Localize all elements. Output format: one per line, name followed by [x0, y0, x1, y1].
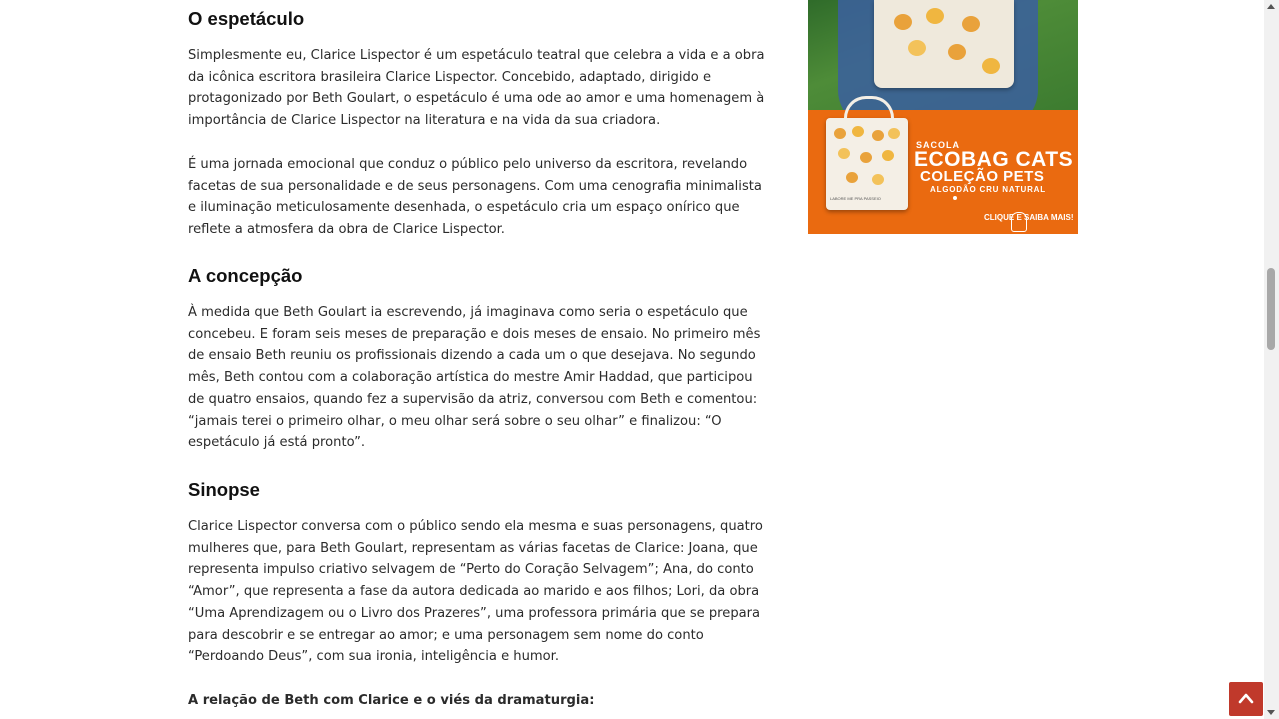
- section-heading-sinopse: Sinopse: [188, 479, 260, 500]
- paragraph: À medida que Beth Goulart ia escrevendo, já imaginava como seria o espetáculo que concebeu. E foram seis meses de preparação e dois meses de ensaio. No primeiro mês de ensaio Beth reuniu os profissionais dizendo a cada um o que desejava. No segundo mês, Beth contou com a colaboração artística do mestre Amir Haddad, que participou de quatro ensaios, quando fez a supervisão da atriz, conversou com Beth e comentou: “jamais terei o primeiro olhar, o meu olhar será sobre o seu olhar” e finalizou: “O espetáculo já está pronto”.: [188, 305, 761, 451]
- ad-text-algodao: ALGODÃO CRU NATURAL: [930, 185, 1046, 194]
- scroll-up-arrow-icon[interactable]: [1267, 4, 1275, 9]
- ad-cta-text[interactable]: CLIQUE E SAIBA MAIS!: [984, 213, 1074, 222]
- ad-bag-image: [874, 0, 1014, 88]
- page-scrollbar[interactable]: [1264, 0, 1279, 719]
- ecobag-ad-banner[interactable]: [808, 0, 1078, 234]
- ad-text-colecao: COLEÇÃO PETS: [920, 168, 1045, 185]
- paragraph: Simplesmente eu, Clarice Lispector é um espetáculo teatral que celebra a vida e a obra da icônica escritora brasileira Clarice Lispector. Concebido, adaptado, dirigido e protagonizado por Beth Goulart, o espetáculo é uma ode ao amor e uma homenagem à importância de Clarice Lispector na literatura e na vida da sua criadora.: [188, 48, 765, 129]
- section-heading-concepcao: A concepção: [188, 265, 303, 286]
- ad-text-sacola: SACOLA: [916, 140, 960, 150]
- hand-pointer-icon: [1011, 212, 1027, 232]
- ad-bag-thumbnail: [826, 118, 908, 210]
- chevron-up-icon: [1238, 692, 1254, 704]
- sub-heading: A relação de Beth com Clarice e o viés da dramaturgia:: [188, 693, 595, 708]
- ad-bag-label: LABORE ME PRA PASSEIO: [830, 196, 881, 201]
- scrollbar-thumb[interactable]: [1267, 268, 1275, 350]
- back-to-top-button[interactable]: [1229, 682, 1263, 716]
- paragraph: Clarice Lispector conversa com o público sendo ela mesma e suas personagens, quatro mulheres que, para Beth Goulart, representam as várias facetas de Clarice: Joana, que representa impulso criativo selvagem de “Perto do Coração Selvagem”; Ana, do conto “Amor”, que representa a fase da autora dedicada ao marido e aos filhos; Lori, da obra “Uma Aprendizagem ou o Livro dos Prazeres”, uma professora primária que se prepara para descobrir e se entregar ao amor; e uma personagem sem nome do conto “Perdoando Deus”, com sua ironia, inteligência e humor.: [188, 519, 763, 665]
- ad-text-ecobag: ECOBAG CATS: [914, 148, 1074, 171]
- ad-dot: [953, 196, 957, 200]
- scroll-down-arrow-icon[interactable]: [1267, 710, 1275, 715]
- paragraph: É uma jornada emocional que conduz o público pelo universo da escritora, revelando facetas de sua personalidade e de seus personagens. Com uma cenografia minimalista e iluminação meticulosamente desenhada, o espetáculo cria um espaço onírico que reflete a atmosfera da obra de Clarice Lispector.: [188, 157, 762, 238]
- section-heading-espetaculo: O espetáculo: [188, 8, 305, 29]
